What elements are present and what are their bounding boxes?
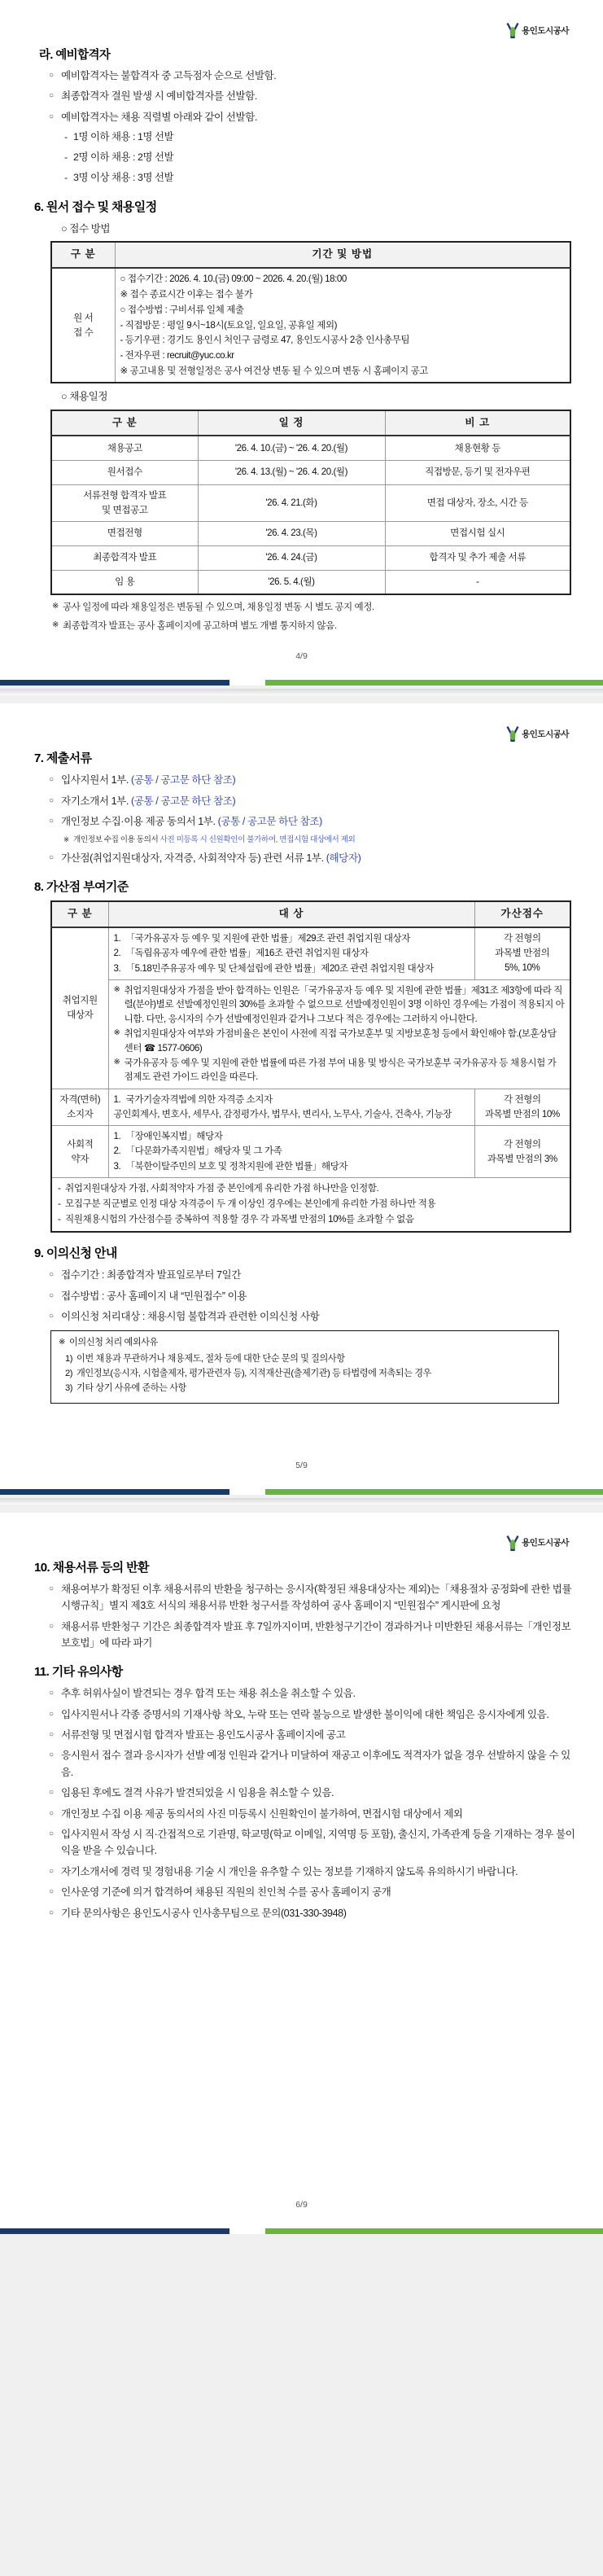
- bonus-target-1: [108, 1089, 474, 1125]
- bonus-score-0: [474, 927, 570, 980]
- bonus-header-category: 구 분: [51, 901, 108, 927]
- page-number: 5/9: [295, 1460, 308, 1470]
- photo-note-blue: 사진 미등록 시 신원확인이 불가하여, 면접시험 대상에서 제외: [159, 835, 356, 844]
- prelim-item-2: ○ 최종합격자 결원 발생 시 예비합격자를 선발함.: [49, 88, 575, 104]
- notice-item-2: ○ 입사지원서나 각종 증명서의 기재사항 착오, 누락 또는 연락 불능으로 발생한 불이익에 대한 책임은 응시자에게 있음.: [49, 1706, 575, 1723]
- notice-item-5: ○ 임용된 후에도 결격 사유가 발견되었을 시 임용을 취소할 수 있음.: [49, 1785, 575, 1801]
- footer-bar-green: [265, 1489, 603, 1495]
- notice-item-6: ○ 개인정보 수집 이용 제공 동의서의 사진 미등록시 신원확인이 불가하여, 면접시험 대상에서 제외: [49, 1806, 575, 1822]
- bonus-target-2: [108, 1126, 474, 1178]
- bonus-score-0-line1: 각 전형의: [503, 933, 541, 944]
- bonus-category-2-line2: 약자: [71, 1153, 89, 1164]
- logo-mark-icon: [506, 22, 519, 38]
- list-item: [59, 1352, 551, 1366]
- submit-doc-item-2-text: 자기소개서 1부.: [61, 795, 129, 807]
- list-item: [59, 1382, 551, 1395]
- section-7-heading: 7. 제출서류: [34, 751, 92, 766]
- bonus-target-1-text-1: 국가기술자격법에 의한 자격증 소지자: [125, 1093, 273, 1105]
- list-item: [114, 1144, 470, 1158]
- bonus-category-2: [51, 1126, 108, 1178]
- bonus-target-0-num-2: 2.: [113, 948, 121, 959]
- method-row-label-line1: 원 서: [73, 312, 94, 323]
- prelim-item-1: ○ 예비합격자는 불합격자 중 고득점자 순으로 선발함.: [49, 68, 575, 84]
- schedule-item-4: 최종합격자 발표: [51, 545, 198, 570]
- footer-bar-green: [265, 680, 603, 686]
- schedule-date-3: '26. 4. 23.(목): [198, 521, 385, 545]
- notice-item-3: ○ 서류전형 및 면접시험 합격자 발표는 용인도시공사 홈페이지에 공고: [49, 1727, 575, 1743]
- footer-bar: [0, 1489, 603, 1495]
- list-item: [114, 1129, 470, 1143]
- logo-text: 용인도시공사: [522, 25, 569, 36]
- objection-box-text-1: 이번 채용과 무관하거나 채용제도, 절차 등에 대한 단순 문의 및 질의사항: [76, 1353, 345, 1364]
- bonus-subnote-0-3: ※ 국가유공자 등 예우 및 지원에 관한 법률에 따른 가점 부여 내용 및 방식은 국가보훈부 국가유공자 등 채용시험 가점제도 관련 가이드 라인을 따른다.: [114, 1056, 566, 1084]
- logo-text: 용인도시공사: [522, 1538, 569, 1549]
- page-6: [0, 1513, 603, 2234]
- application-method-label: ○ 접수 방법: [61, 222, 111, 234]
- notice-item-10: ○ 기타 문의사항은 용인도시공사 인사총무팀으로 문의(031-330-3948): [49, 1905, 575, 1921]
- footer-bar-green: [265, 2228, 603, 2234]
- objection-box-num-3: 3): [65, 1383, 73, 1394]
- method-line-1: ○ 접수기간 : 2026. 4. 10.(금) 09:00 ~ 2026. 4. 20.(월) 18:00: [120, 273, 347, 284]
- page-5: [0, 703, 603, 1494]
- list-item: [114, 1093, 470, 1106]
- application-method-table: [50, 241, 571, 383]
- schedule-date-5: '26. 5. 4.(월): [198, 570, 385, 594]
- bonus-score-0-line2: 과목별 만점의: [495, 948, 550, 959]
- method-line-4: - 직접방문 : 평일 9시~18시(토요일, 일요일, 공휴일 제외): [120, 319, 338, 331]
- bonus-target-2-text-1: 「장애인복지법」해당자: [125, 1131, 223, 1142]
- notice-item-1: ○ 추후 허위사실이 발견되는 경우 합격 또는 채용 취소을 취소할 수 있음.: [49, 1685, 575, 1702]
- notice-item-4: ○ 응시원서 접수 결과 응시자가 선발 예정 인원과 같거나 미달하여 재공고 이후에도 적격자가 없을 경우 선발하지 않을 수 있음.: [49, 1747, 575, 1781]
- section-9-heading: 9. 이의신청 안내: [34, 1246, 117, 1261]
- bonus-category-0-line1: 취업지원: [62, 995, 98, 1006]
- photo-registration-note: [63, 835, 575, 846]
- method-row-label-line2: 접 수: [73, 326, 94, 338]
- prelim-item-3: ○ 예비합격자는 채용 직렬별 아래와 같이 선발함.: [49, 109, 575, 125]
- bonus-score-2-line2: 과목별 만점의 3%: [487, 1153, 557, 1164]
- list-item: [114, 1159, 470, 1173]
- bonus-footer-note-1: - 취업지원대상자 가점, 사회적약자 가점 중 본인에게 유리한 가점 하나만을 인정함.: [57, 1181, 565, 1196]
- brand-logo: [28, 1532, 575, 1553]
- method-row-content: [115, 268, 570, 383]
- table-row: [51, 979, 570, 1089]
- submit-doc-item-3-text: 개인정보 수집·이용 제공 동의서 1부.: [61, 816, 216, 828]
- bonus-category-1: [51, 1089, 108, 1125]
- list-item: [59, 1367, 551, 1381]
- bonus-footer-note-2: - 모집구분 직군별로 인정 대상 자격증이 두 개 이상인 경우에는 본인에게 유리한 가점 하나만 적용: [57, 1197, 565, 1211]
- page-separator: [0, 1495, 603, 1513]
- schedule-remark-4: 합격자 및 추가 제출 서류: [385, 545, 570, 570]
- page-4: [0, 0, 603, 686]
- bonus-score-2: [474, 1126, 570, 1178]
- schedule-remark-3: 면접시험 실시: [385, 521, 570, 545]
- page-number: 4/9: [295, 651, 308, 662]
- table-row: [51, 1178, 570, 1232]
- list-item: [114, 962, 470, 975]
- recruitment-schedule-table: [50, 410, 571, 595]
- submit-doc-item-4-text: 가산점(취업지원대상자, 자격증, 사회적약자 등) 관련 서류 1부.: [61, 852, 324, 864]
- bonus-subnotes-0: [108, 979, 570, 1089]
- schedule-header-item: 구 분: [51, 410, 198, 436]
- schedule-header-date: 일 정: [198, 410, 385, 436]
- schedule-date-0: '26. 4. 10.(금) ~ '26. 4. 20.(월): [198, 436, 385, 460]
- method-header-category: 구 분: [51, 242, 115, 268]
- photo-note-plain: 개인정보 수집 이용 동의서: [73, 835, 160, 844]
- submit-doc-item-4: [49, 850, 575, 866]
- table-row: [51, 927, 570, 980]
- bonus-target-1-num-1: 1.: [113, 1093, 121, 1105]
- table-row: [51, 268, 570, 383]
- schedule-remark-1: 직접방문, 등기 및 전자우편: [385, 460, 570, 484]
- schedule-remark-5: -: [385, 570, 570, 594]
- method-header-period: 기간 및 방법: [115, 242, 570, 268]
- bonus-target-2-text-3: 「북한이탈주민의 보호 및 정착지원에 관한 법률」해당자: [125, 1160, 348, 1172]
- schedule-item-0: 채용공고: [51, 436, 198, 460]
- table-row: [51, 1126, 570, 1178]
- list-item: [114, 931, 470, 945]
- page-footer: [28, 1451, 575, 1495]
- footer-bar-gap: [229, 680, 265, 686]
- subsection-heading-prelim: 라. 예비합격자: [39, 49, 111, 62]
- submit-doc-item-1-text: 입사지원서 1부.: [61, 774, 129, 786]
- schedule-note-2: ※ 최종합격자 발표는 공사 홈페이지에 공고하며 별도 개별 통지하지 않음.: [52, 619, 575, 634]
- section-6-heading: 6. 원서 접수 및 채용일정: [34, 199, 157, 214]
- objection-box-num-1: 1): [65, 1353, 73, 1364]
- logo-mark-icon: [506, 725, 519, 742]
- return-item-1: ○ 채용여부가 확정된 이후 채용서류의 반환을 청구하는 응시자(확정된 채용대상자는 제외)는「채용절차 공정화에 관한 법률 시행규칙」별지 제3호 서식의 채용서류 반환 청구서를 작성하여 공사 홈페이지 “민원접수” 게시판에 요청: [49, 1581, 575, 1614]
- footer-bar-navy: [0, 680, 229, 686]
- submit-doc-item-3-ref: (공통 / 공고문 하단 참조): [217, 816, 322, 828]
- schedule-date-2: '26. 4. 21.(화): [198, 484, 385, 521]
- bonus-footer-note-3: - 직원채용시험의 가산점수를 중복하여 적용할 경우 각 과목별 만점의 10%를 초과할 수 없음: [57, 1212, 565, 1227]
- table-row: [51, 436, 570, 460]
- schedule-item-3: 면접전형: [51, 521, 198, 545]
- footer-bar: [0, 680, 603, 686]
- schedule-item-2: [51, 484, 198, 521]
- bonus-target-0-text-3: 「5.18민주유공자 예우 및 단체설립에 관한 법률」제20조 관련 취업지원 대상자: [125, 962, 434, 974]
- bonus-category-0-line2: 대상자: [67, 1010, 94, 1021]
- objection-box-header: ※ 이의신청 처리 예외사유: [59, 1336, 551, 1350]
- section-11-heading: 11. 기타 유의사항: [34, 1665, 123, 1680]
- bonus-score-0-line3: 5%, 10%: [505, 962, 540, 974]
- objection-box-text-2: 개인정보(응시자, 시험출제자, 평가관련자 등), 지적재산권(출제기관) 등 타법령에 저촉되는 경우: [76, 1369, 431, 1379]
- page-number: 6/9: [295, 2200, 308, 2210]
- bonus-target-0: [108, 927, 474, 980]
- bonus-category-2-line1: 사회적: [67, 1138, 94, 1150]
- prelim-sub-2: - 2명 이하 채용 : 2명 선발: [63, 150, 575, 166]
- schedule-item-2-line2: 및 면접공고: [101, 504, 148, 515]
- schedule-item-5: 임 용: [51, 570, 198, 594]
- objection-item-2: ○ 접수방법 : 공사 홈페이지 내 “민원접수” 이용: [49, 1288, 575, 1304]
- footer-bar: [0, 2228, 603, 2234]
- bonus-target-0-text-1: 「국가유공자 등 예우 및 지원에 관한 법률」제29조 관련 취업지원 대상자: [125, 932, 410, 944]
- objection-exception-box: [50, 1330, 559, 1403]
- submit-doc-item-2: [49, 793, 575, 809]
- footer-bar-navy: [0, 1489, 229, 1495]
- brand-logo: [28, 723, 575, 744]
- bonus-target-2-num-2: 2.: [113, 1146, 121, 1157]
- table-row: [51, 521, 570, 545]
- schedule-note-1: ※ 공사 일정에 따라 채용일정은 변동될 수 있으며, 채용일정 변동 시 별도 공지 예정.: [52, 600, 575, 616]
- section-10-heading: 10. 채용서류 등의 반환: [34, 1560, 149, 1575]
- method-line-2: ※ 접수 종료시간 이후는 접수 불가: [120, 288, 253, 300]
- bonus-score-1-line2: 과목별 만점의 10%: [484, 1108, 560, 1119]
- bonus-score-1: [474, 1089, 570, 1125]
- schedule-remark-2: 면접 대상자, 장소, 시간 등: [385, 484, 570, 521]
- bonus-score-1-line1: 각 전형의: [503, 1093, 541, 1105]
- footer-bar-gap: [229, 2228, 265, 2234]
- return-item-2: ○ 채용서류 반환청구 기간은 최종합격자 발표 후 7일까지이며, 반환청구기간이 경과하거나 미반환된 채용서류는「개인정보보호법」에 따라 파기: [49, 1619, 575, 1652]
- bonus-target-2-text-2: 「다문화가족지원법」해당자 및 그 가족: [125, 1146, 282, 1157]
- logo-mark-icon: [506, 1535, 519, 1551]
- submit-doc-item-4-ref: (해당자): [326, 852, 361, 864]
- submit-doc-item-2-ref: (공통 / 공고문 하단 참조): [131, 795, 236, 807]
- footer-bar-gap: [229, 1489, 265, 1495]
- bonus-target-1-extra: 공인회계사, 변호사, 세무사, 감정평가사, 법무사, 변리사, 노무사, 기술사, 건축사, 기능장: [113, 1109, 452, 1120]
- table-row: [51, 484, 570, 521]
- prelim-sub-1: - 1명 이하 채용 : 1명 선발: [63, 129, 575, 146]
- prelim-sub-3: - 3명 이상 채용 : 3명 선발: [63, 170, 575, 186]
- bonus-target-0-text-2: 「독립유공자 예우에 관한 법률」제16조 관련 취업지원 대상자: [125, 948, 369, 959]
- notice-item-8: ○ 자기소개서에 경력 및 경험내용 기술 시 개인을 유추할 수 있는 정보를 기재하지 않도록 유의하시기 바랍니다.: [49, 1864, 575, 1880]
- page-footer: [28, 2190, 575, 2234]
- bonus-category-1-line1: 자격(면허): [59, 1093, 101, 1105]
- bonus-header-target: 대 상: [108, 901, 474, 927]
- submit-doc-item-1-ref: (공통 / 공고문 하단 참조): [131, 774, 236, 786]
- method-line-7: ※ 공고내용 및 전형일정은 공사 여건상 변동 될 수 있으며 변동 시 홈페이지 공고: [120, 366, 429, 377]
- bonus-target-2-num-1: 1.: [113, 1131, 121, 1142]
- table-row: [51, 545, 570, 570]
- bonus-points-table: [50, 900, 571, 1233]
- bonus-footer-notes: [51, 1178, 570, 1232]
- bonus-subnote-0-1: ※ 취업지원대상자 가점을 받아 합격하는 인원은「국가유공자 등 예우 및 지원에 관한 법률」제31조 제3항에 따라 직렬(분야)별로 선발예정인원의 30%를 초과할 수 없으므로 선발예정인원이 3명 이하인 경우에는 가점이 적용되지 아니함. 다만, 응시자의 수가 선발예정인원과 같거나 그보다 적은 경우에는 그러하지 아니한다.: [114, 984, 566, 1026]
- section-8-heading: 8. 가산점 부여기준: [34, 880, 129, 895]
- objection-box-text-3: 기타 상기 사유에 준하는 사항: [76, 1383, 186, 1394]
- submit-doc-item-3: [49, 813, 575, 830]
- notice-item-9: ○ 인사운영 기준에 의거 합격하여 채용된 직원의 친인척 수를 공사 홈페이지 공개: [49, 1884, 575, 1900]
- method-row-label: [51, 268, 115, 383]
- bonus-subnote-0-2: ※ 취업지원대상자 여부와 가점비율은 본인이 사전에 직접 국가보훈부 및 지방보훈청 등에서 확인해야 함.(보훈상담센터 ☎ 1577-0606): [114, 1027, 566, 1055]
- logo-text: 용인도시공사: [522, 729, 569, 739]
- list-item: [114, 946, 470, 960]
- schedule-date-4: '26. 4. 24.(금): [198, 545, 385, 570]
- bonus-score-2-line1: 각 전형의: [503, 1138, 541, 1150]
- page-footer: [28, 642, 575, 686]
- brand-logo: [28, 20, 575, 41]
- submit-doc-item-1: [49, 772, 575, 788]
- schedule-remark-0: 채용현황 등: [385, 436, 570, 460]
- bonus-target-0-num-3: 3.: [113, 962, 121, 974]
- page-separator: [0, 686, 603, 703]
- schedule-date-1: '26. 4. 13.(월) ~ '26. 4. 20.(월): [198, 460, 385, 484]
- schedule-header-remark: 비 고: [385, 410, 570, 436]
- bonus-category-1-line2: 소지자: [67, 1108, 94, 1119]
- footer-bar-navy: [0, 2228, 229, 2234]
- objection-box-num-2: 2): [65, 1369, 73, 1379]
- method-line-5: - 등기우편 : 경기도 용인시 처인구 금령로 47, 용인도시공사 2층 인사총무팀: [120, 335, 410, 346]
- table-row: [51, 570, 570, 594]
- method-line-3: ○ 접수방법 : 구비서류 일체 제출: [120, 304, 244, 315]
- notice-item-7: ○ 입사지원서 작성 시 직·간접적으로 기관명, 학교명(학교 이메일, 지역명 등 포함), 출신지, 가족관계 등을 기재하는 경우 불이익을 받을 수 있습니다.: [49, 1826, 575, 1860]
- bonus-target-0-num-1: 1.: [113, 932, 121, 944]
- bonus-category-0: [51, 927, 108, 1089]
- bonus-target-2-num-3: 3.: [113, 1160, 121, 1172]
- table-row: [51, 460, 570, 484]
- method-line-6: - 전자우편 : recruit@yuc.co.kr: [120, 350, 234, 361]
- table-row: [51, 1089, 570, 1125]
- schedule-item-2-line1: 서류전형 합격자 발표: [83, 489, 167, 501]
- objection-item-3: ○ 이의신청 처리대상 : 채용시험 불합격과 관련한 이의신청 사항: [49, 1308, 575, 1325]
- bonus-header-score: 가산점수: [474, 901, 570, 927]
- schedule-item-1: 원서접수: [51, 460, 198, 484]
- schedule-label: ○ 채용일정: [61, 391, 108, 403]
- objection-item-1: ○ 접수기간 : 최종합격자 발표일로부터 7일간: [49, 1267, 575, 1283]
